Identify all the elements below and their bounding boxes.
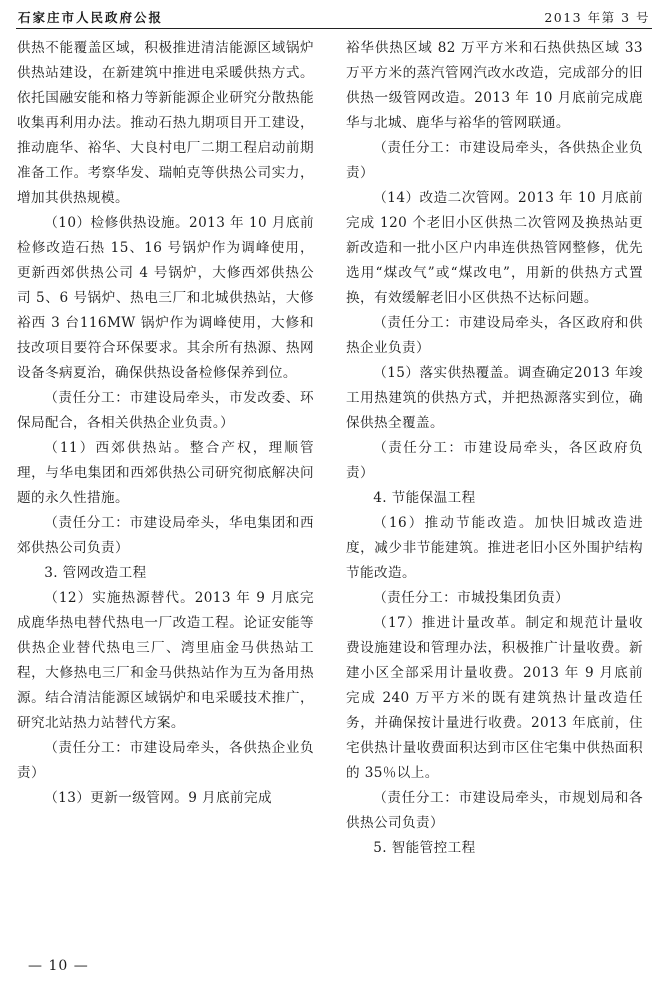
paragraph: （11）西郊供热站。整合产权，理顺管理，与华电集团和西郊供热公司研究彻底解决问题的永久性措施。 — [17, 440, 314, 506]
paragraph: （14）改造二次管网。2013 年 10 月底前完成 120 个老旧小区供热二次管网及换热站更新改造和一批小区户内串连供热管网整修，优先选用“煤改气”或“煤改电”，用新的供热方式置换，有效缓解老旧小区供热不达标问题。 — [346, 190, 643, 306]
paragraph: （16）推动节能改造。加快旧城改造进度，减少非节能建筑。推进老旧小区外围护结构节能改造。 — [346, 515, 643, 581]
paragraph: （12）实施热源替代。2013 年 9 月底完成鹿华热电替代热电一厂改造工程。论证安能等供热企业替代热电三厂、湾里庙金马供热站工程，大修热电三厂和金马供热站作为互为备用热源。结合清洁能源区域锅炉和电采暖技术推广，研究北站热力站替代方案。 — [17, 590, 314, 731]
paragraph: （责任分工：市建设局牵头，各区政府负责） — [346, 440, 643, 481]
paragraph: （13）更新一级管网。9 月底前完成 — [44, 790, 272, 806]
issue-number: 2013 年第 3 号 — [544, 10, 650, 25]
paragraph: （责任分工：市建设局牵头，各供热企业负责） — [17, 740, 314, 781]
journal-title: 石家庄市人民政府公报 — [18, 10, 164, 25]
paragraph: （17）推进计量改革。制定和规范计量收费设施建设和管理办法，积极推广计量收费。新建小区全部采用计量收费。2013 年 9 月底前完成 240 万平方米的既有建筑热计量改造任务，并确保按计量进行收费。2013 年底前，住宅供热计量收费面积达到市区住宅集中供热面积的 35％以上。 — [346, 615, 643, 781]
paragraph: 4. 节能保温工程 — [373, 490, 476, 506]
paragraph: 5. 智能管控工程 — [373, 840, 476, 856]
paragraph: （责任分工：市建设局牵头，市发改委、环保局配合，各相关供热企业负责。） — [17, 390, 314, 431]
paragraph: （10）检修供热设施。2013 年 10 月底前检修改造石热 15、16 号锅炉作为调峰使用，更新西郊供热公司 4 号锅炉，大修西郊供热公司 5、6 号锅炉、热电三厂和北城供热站，大修裕西 3 台116MW 锅炉作为调峰使用，大修和技改项目要符合环保要求。其余所有热源、热网设备冬病夏治，确保供热设备检修保养到位。 — [17, 215, 314, 381]
paragraph: （责任分工：市建设局牵头，各供热企业负责） — [346, 140, 643, 181]
paragraph: （责任分工：市建设局牵头，各区政府和供热企业负责） — [346, 315, 643, 356]
left-column — [17, 36, 314, 811]
page-number: — 10 — — [28, 958, 89, 974]
paragraph: （责任分工：市建设局牵头，华电集团和西郊供热公司负责） — [17, 515, 314, 556]
paragraph: （责任分工：市城投集团负责） — [373, 590, 570, 606]
paragraph: 供热不能覆盖区域，积极推进清洁能源区域锅炉供热站建设，在新建筑中推进电采暖供热方式。依托国融安能和格力等新能源企业研究分散热能收集再利用办法。推动石热九期项目开工建设，推动鹿华、裕华、大良村电厂二期工程启动前期准备工作。考察华发、瑞帕克等供热公司实力，增加其供热规模。 — [17, 40, 314, 206]
right-column — [346, 36, 643, 861]
paragraph: 3. 管网改造工程 — [44, 565, 147, 581]
page-header — [16, 6, 652, 29]
paragraph: （15）落实供热覆盖。调查确定2013 年竣工用热建筑的供热方式，并把热源落实到位，确保供热全覆盖。 — [346, 365, 643, 431]
paragraph: 裕华供热区域 82 万平方米和石热供热区域 33 万平方米的蒸汽管网汽改水改造，完成部分的旧供热一级管网改造。2013 年 10 月底前完成鹿华与北城、鹿华与裕华的管网联通。 — [346, 40, 643, 131]
paragraph: （责任分工：市建设局牵头，市规划局和各供热公司负责） — [346, 790, 643, 831]
